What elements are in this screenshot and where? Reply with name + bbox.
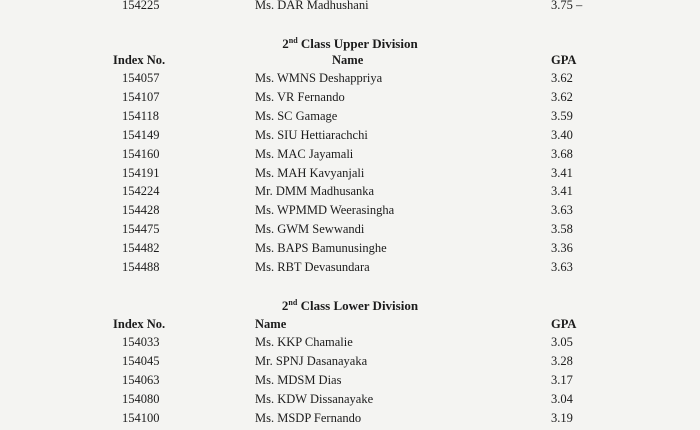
index-number: 154475: [122, 222, 160, 237]
index-number: 154224: [122, 184, 160, 199]
table-row: [0, 107, 700, 126]
title-text: Class Upper Division: [297, 36, 418, 51]
header-gpa: GPA: [551, 317, 577, 331]
student-name: Ms. MDSM Dias: [255, 372, 342, 387]
index-number: 154063: [122, 372, 160, 387]
gpa-value: 3.75 –: [551, 0, 583, 12]
header-gpa: GPA: [551, 53, 577, 67]
student-name: Ms. SC Gamage: [255, 108, 338, 123]
student-name: Mr. SPNJ Dasanayaka: [255, 353, 368, 368]
table-row: [0, 88, 700, 107]
student-name: Ms. VR Fernando: [255, 89, 345, 104]
student-name: Ms. KKP Chamalie: [255, 335, 353, 349]
gpa-value: 3.04: [551, 391, 573, 406]
student-name: Ms. KDW Dissanayake: [255, 391, 374, 406]
index-number: 154191: [122, 165, 160, 180]
student-name: Ms. WPMMD Weerasingha: [255, 203, 395, 218]
section-title-lower-division: [0, 296, 700, 315]
gpa-value: 3.62: [551, 89, 573, 104]
index-number: 154428: [122, 203, 160, 218]
student-name: Ms. MAC Jayamali: [255, 146, 354, 161]
table-header: [0, 51, 700, 70]
gpa-value: 3.05: [551, 335, 573, 349]
title-text: Class Lower Division: [297, 298, 419, 313]
student-name: Ms. MSDP Fernando: [255, 410, 362, 425]
index-number: 154488: [122, 260, 160, 274]
header-index: Index No.: [113, 317, 166, 331]
index-number: 154225: [122, 0, 160, 12]
header-name: Name: [332, 53, 364, 67]
gpa-value: 3.58: [551, 222, 573, 237]
gpa-value: 3.41: [551, 184, 573, 199]
table-row: [0, 333, 700, 352]
table-row: [0, 352, 700, 371]
table-row: [0, 239, 700, 258]
title-ordinal-suffix: nd: [288, 298, 298, 307]
table-row: [0, 126, 700, 145]
index-number: 154160: [122, 146, 160, 161]
index-number: 154033: [122, 335, 160, 349]
student-name: Ms. BAPS Bamunusinghe: [255, 241, 387, 256]
gpa-value: 3.41: [551, 165, 573, 180]
index-number: 154057: [122, 71, 160, 85]
gpa-value: 3.36: [551, 241, 573, 256]
gpa-value: 3.68: [551, 146, 573, 161]
gpa-value: 3.17: [551, 372, 573, 387]
header-index: Index No.: [113, 53, 166, 67]
student-name: Ms. WMNS Deshappriya: [255, 71, 383, 85]
student-name: Mr. DMM Madhusanka: [255, 184, 375, 199]
gpa-value: 3.28: [551, 353, 573, 368]
table-row: [0, 220, 700, 239]
table-row: [0, 390, 700, 409]
title-ordinal: 2: [282, 36, 289, 51]
index-number: 154482: [122, 241, 160, 256]
student-name: Ms. DAR Madhushani: [255, 0, 369, 12]
table-row: [0, 0, 700, 15]
table-row: [0, 371, 700, 390]
gpa-value: 3.63: [551, 203, 573, 218]
gpa-value: 3.19: [551, 410, 573, 425]
student-name: Ms. GWM Sewwandi: [255, 222, 365, 237]
index-number: 154080: [122, 391, 160, 406]
index-number: 154045: [122, 353, 160, 368]
gpa-value: 3.62: [551, 71, 573, 85]
table-row: [0, 409, 700, 428]
table-row: [0, 182, 700, 201]
table-row: [0, 258, 700, 277]
gpa-value: 3.63: [551, 260, 573, 274]
student-name: Ms. MAH Kavyanjali: [255, 165, 365, 180]
gpa-value: 3.59: [551, 108, 573, 123]
header-name: Name: [255, 317, 287, 331]
title-ordinal-suffix: nd: [288, 36, 298, 45]
table-row: [0, 164, 700, 183]
index-number: 154107: [122, 89, 160, 104]
student-name: Ms. SIU Hettiarachchi: [255, 127, 368, 142]
gpa-value: 3.40: [551, 127, 573, 142]
title-ordinal: 2: [281, 298, 289, 313]
table-row: [0, 69, 700, 88]
index-number: 154100: [122, 410, 160, 425]
table-header: [0, 315, 700, 334]
index-number: 154118: [122, 108, 160, 123]
student-name: Ms. RBT Devasundara: [255, 260, 370, 274]
table-row: [0, 201, 700, 220]
table-row: [0, 145, 700, 164]
index-number: 154149: [122, 127, 160, 142]
